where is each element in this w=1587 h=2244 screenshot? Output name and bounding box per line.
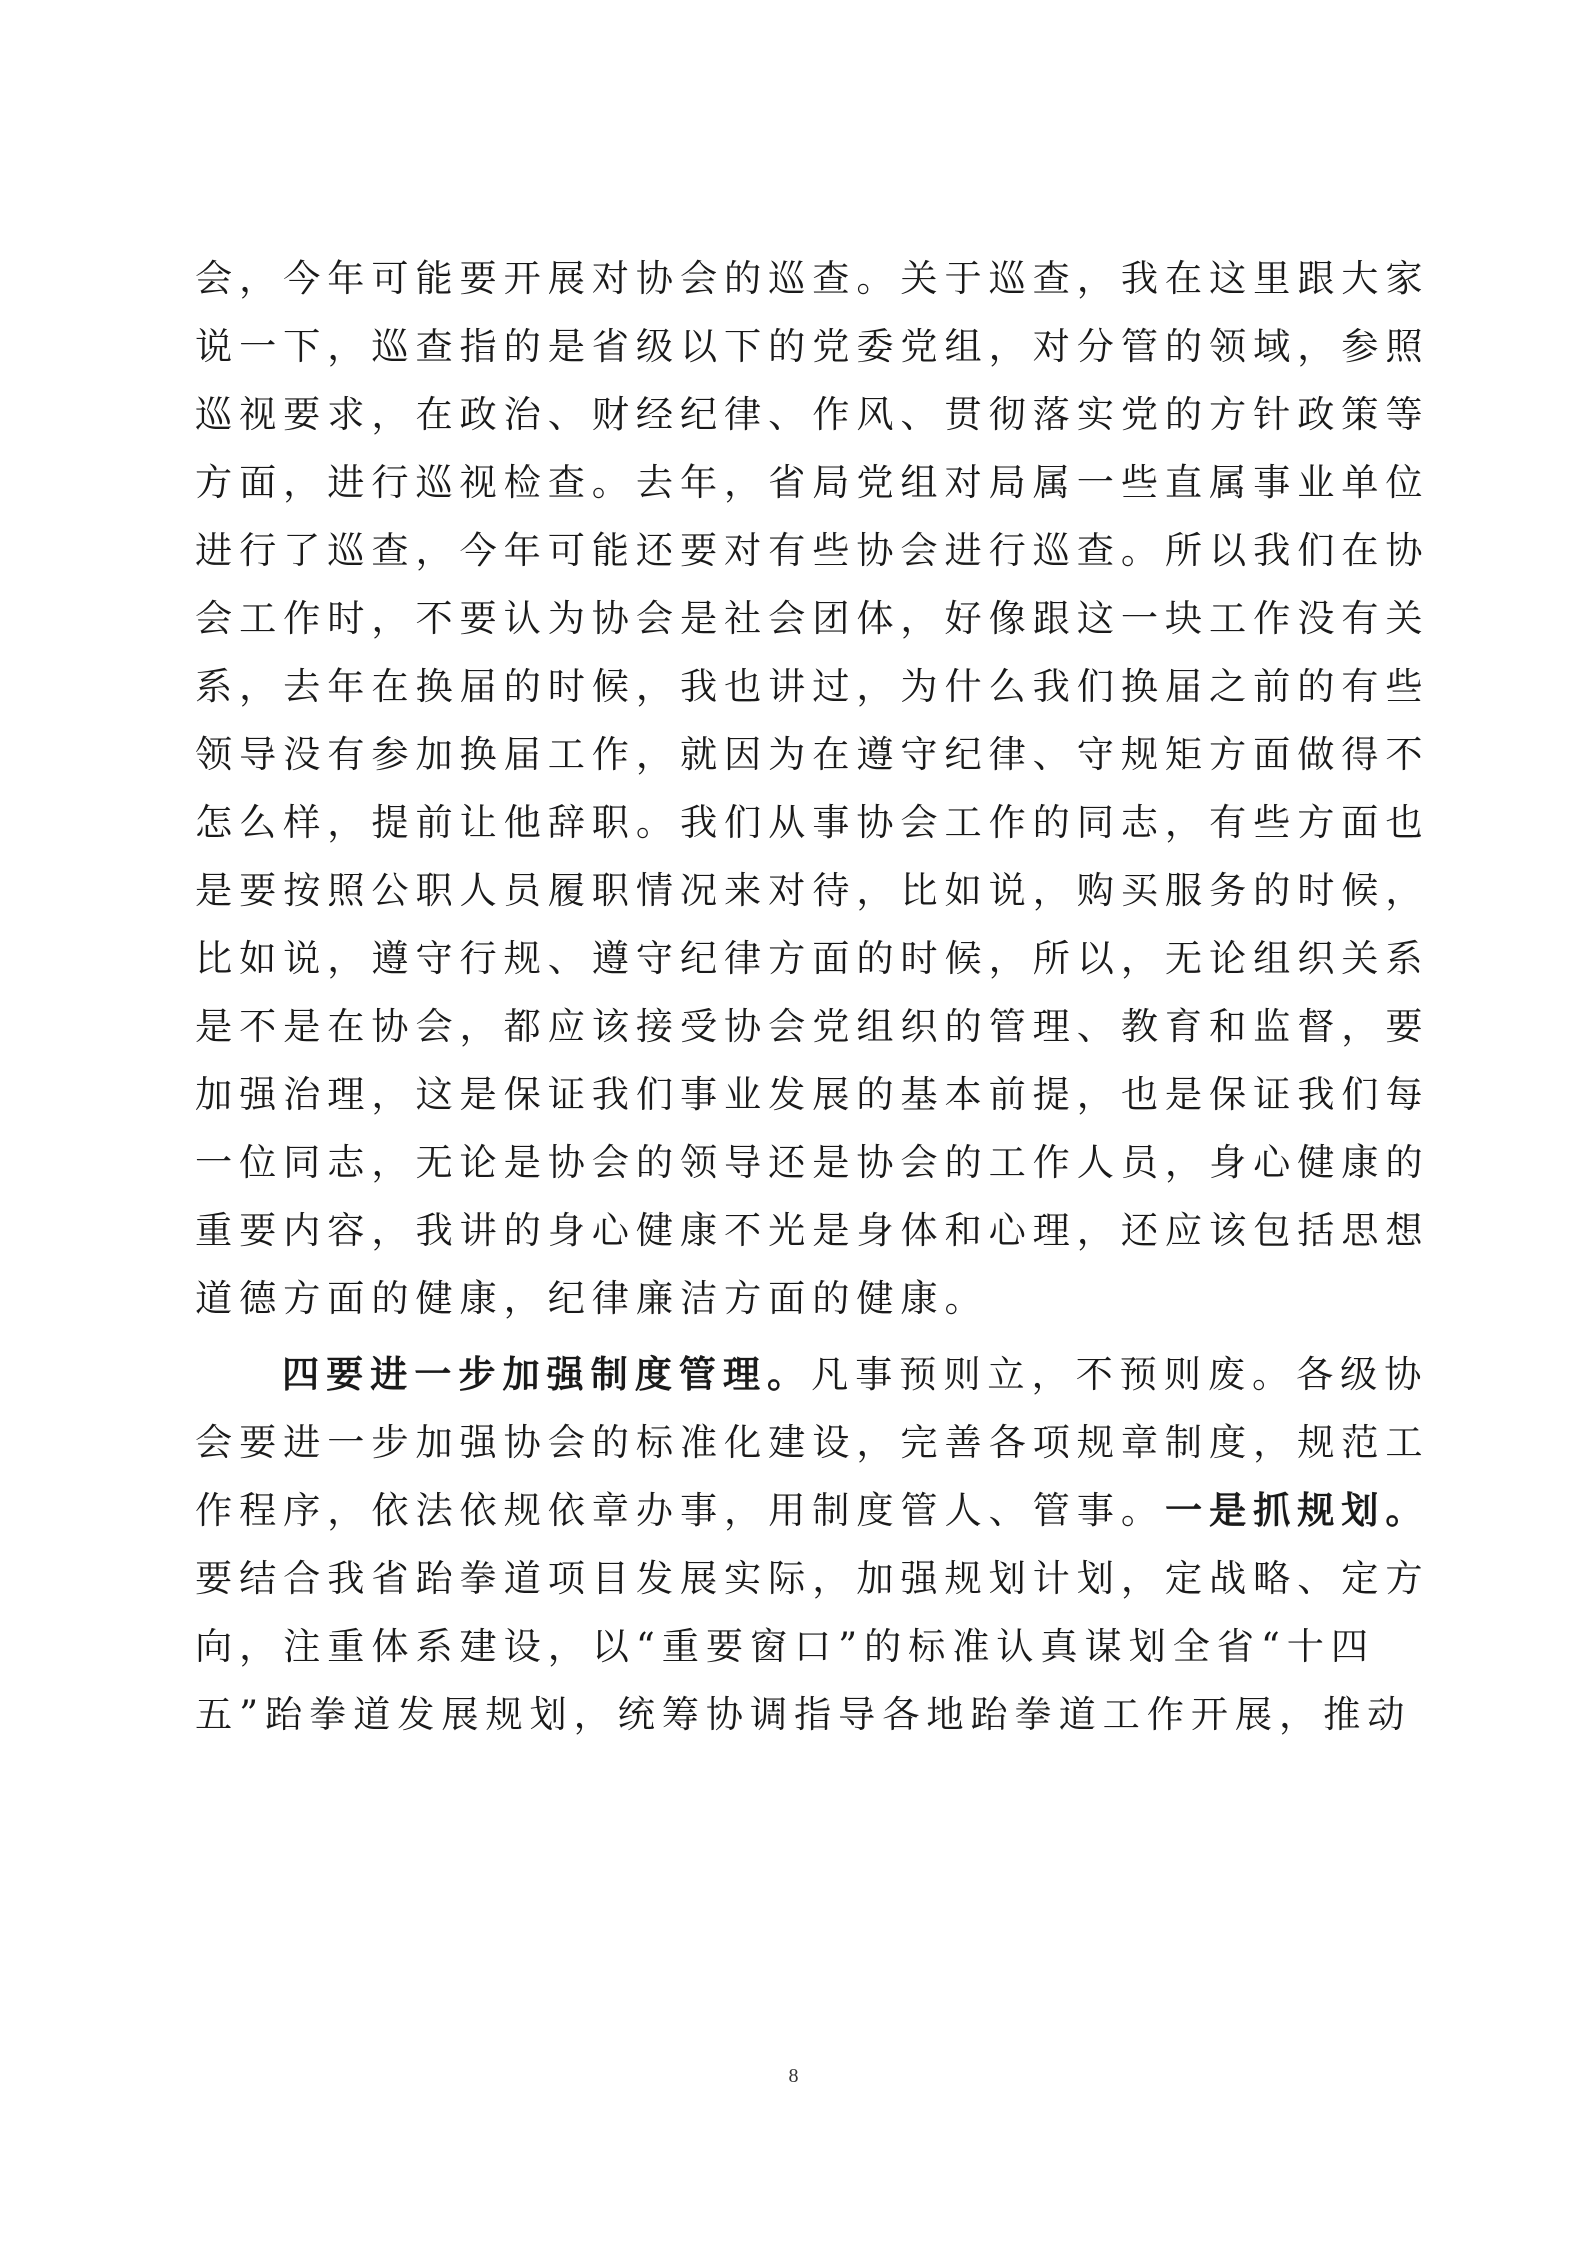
text-line: 系，去年在换届的时候，我也讲过，为什么我们换届之前的有些 <box>195 664 1430 708</box>
text-line: 是要按照公职人员履职情况来对待，比如说，购买服务的时候， <box>195 868 1430 912</box>
text-run: 凡事预则立，不预则废。各级协 <box>811 1352 1429 1396</box>
text-line: 加强治理，这是保证我们事业发展的基本前提，也是保证我们每 <box>195 1072 1430 1116</box>
section-heading-bold: 四要进一步加强制度管理。 <box>282 1352 812 1396</box>
text-line: 方面，进行巡视检查。去年，省局党组对局属一些直属事业单位 <box>195 460 1430 504</box>
text-run: 作程序，依法依规依章办事，用制度管人、管事。 <box>195 1488 1165 1532</box>
text-line: 巡视要求，在政治、财经纪律、作风、贯彻落实党的方针政策等 <box>195 392 1430 436</box>
text-line: 进行了巡查，今年可能还要对有些协会进行巡查。所以我们在协 <box>195 528 1430 572</box>
text-line: 比如说，遵守行规、遵守纪律方面的时候，所以，无论组织关系 <box>195 936 1430 980</box>
subheading-bold: 一是抓规划。 <box>1164 1488 1430 1532</box>
text-line: 领导没有参加换届工作，就因为在遵守纪律、守规矩方面做得不 <box>195 732 1430 776</box>
body-text <box>195 244 1430 1748</box>
text-line: 五”跆拳道发展规划，统筹协调指导各地跆拳道工作开展，推动 <box>195 1692 1412 1736</box>
text-line-with-bold <box>195 1476 1430 1544</box>
text-line: 向，注重体系建设，以“重要窗口”的标准认真谋划全省“十四 <box>195 1624 1375 1668</box>
text-line: 道德方面的健康，纪律廉洁方面的健康。 <box>195 1276 989 1320</box>
text-line: 会要进一步加强协会的标准化建设，完善各项规章制度，规范工 <box>195 1420 1430 1464</box>
text-line: 怎么样，提前让他辞职。我们从事协会工作的同志，有些方面也 <box>195 800 1430 844</box>
text-line: 会，今年可能要开展对协会的巡查。关于巡查，我在这里跟大家 <box>195 256 1430 300</box>
text-line: 会工作时，不要认为协会是社会团体，好像跟这一块工作没有关 <box>195 596 1430 640</box>
text-line: 重要内容，我讲的身心健康不光是身体和心理，还应该包括思想 <box>195 1208 1430 1252</box>
paragraph-four-first-line <box>195 1340 1429 1408</box>
text-line: 说一下，巡查指的是省级以下的党委党组，对分管的领域，参照 <box>195 324 1430 368</box>
page-number: 8 <box>788 2065 799 2087</box>
text-line: 一位同志，无论是协会的领导还是协会的工作人员，身心健康的 <box>195 1140 1430 1184</box>
text-line: 要结合我省跆拳道项目发展实际，加强规划计划，定战略、定方 <box>195 1556 1430 1600</box>
text-line: 是不是在协会，都应该接受协会党组织的管理、教育和监督，要 <box>195 1004 1430 1048</box>
